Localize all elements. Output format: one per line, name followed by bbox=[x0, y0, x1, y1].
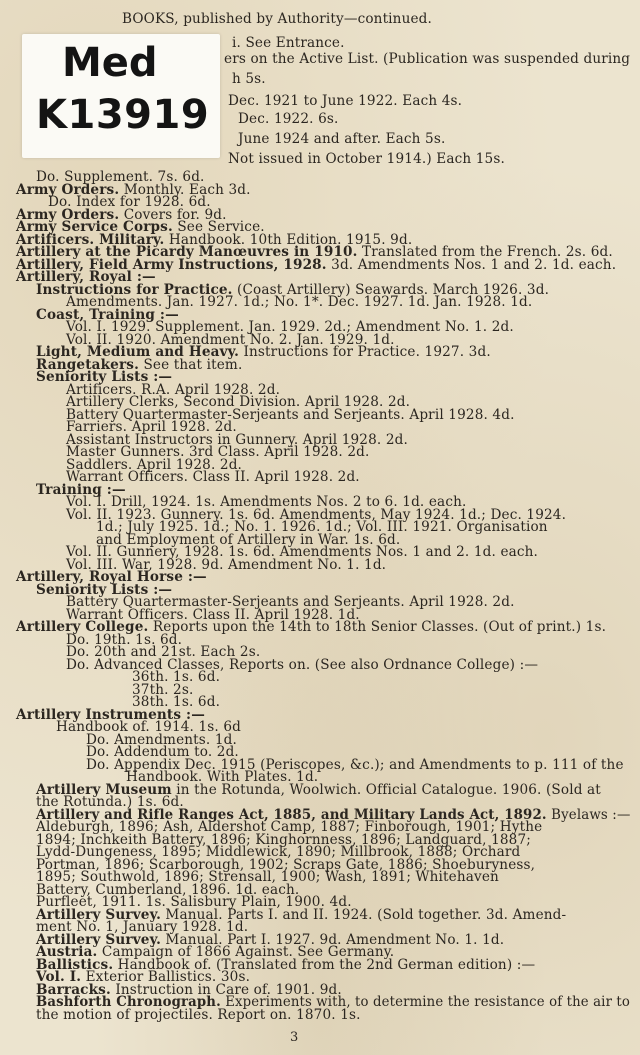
entry-text: Monthly. Each 3d. bbox=[119, 182, 251, 198]
entry-text: Battery Quartermaster-Serjeants and Serjeants. April 1928. 2d. bbox=[66, 594, 515, 610]
entry-text: Assistant Instructors in Gunnery. April 1928. 2d. bbox=[66, 432, 408, 448]
entry-text: 38th. 1s. 6d. bbox=[132, 694, 221, 710]
entry-text: Dec. 1922. 6s. bbox=[238, 111, 339, 127]
entry-text: Handbook of. (Translated from the 2nd German edition) :— bbox=[113, 957, 536, 973]
entry-heading: Army Orders. bbox=[16, 182, 120, 198]
entry-text: Saddlers. April 1928. 2d. bbox=[66, 457, 243, 473]
entry-text: Handbook. 10th Edition. 1915. 9d. bbox=[164, 232, 413, 248]
entry-text: Do. Supplement. 7s. 6d. bbox=[36, 169, 205, 185]
entry-heading: Coast, Training :— bbox=[36, 307, 179, 323]
text-line bbox=[228, 92, 462, 110]
entry-text: Artificers. R.A. April 1928. 2d. bbox=[66, 382, 281, 398]
entry-text: Dec. 1921 to June 1922. Each 4s. bbox=[228, 93, 463, 109]
entry-text: 1895; Southwold, 1896; Strensall, 1900; Wash, 1891; Whitehaven bbox=[36, 869, 499, 885]
entry-text: Lydd-Dungeness, 1895; Middlewick, 1890; Millbrook, 1888; Orchard bbox=[36, 844, 521, 860]
entry-text: 3d. Amendments Nos. 1 and 2. 1d. each. bbox=[326, 257, 617, 273]
entry-text: Translated from the French. 2s. 6d. bbox=[357, 244, 613, 260]
entry-text: Experiments with, to determine the resistance of the air to bbox=[220, 994, 631, 1010]
entry-text: the Rotunda.) 1s. 6d. bbox=[36, 794, 184, 810]
entry-text: 1d.; July 1925. 1d.; No. 1. 1926. 1d.; Vol. III. 1921. Organisation bbox=[96, 519, 548, 535]
entry-heading: Vol. I. bbox=[36, 969, 82, 985]
entry-heading: Artillery Survey. bbox=[36, 932, 161, 948]
entry-text: Vol. I. 1929. Supplement. Jan. 1929. 2d.; Amendment No. 1. 2d. bbox=[66, 319, 514, 335]
entry-heading: Training :— bbox=[36, 482, 126, 498]
entry-text: the motion of projectiles. Report on. 1870. 1s. bbox=[36, 1007, 361, 1023]
entry-heading: Artillery and Rifle Ranges Act, 1885, and Military Lands Act, 1892. bbox=[36, 807, 547, 823]
label-line-1: Med bbox=[62, 40, 158, 86]
entry-text: Instructions for Practice. 1927. 3d. bbox=[239, 344, 491, 360]
entry-text: Farriers. April 1928. 2d. bbox=[66, 419, 237, 435]
entry-text: Manual. Parts I. and II. 1924. (Sold together. 3d. Amend- bbox=[160, 907, 567, 923]
page-number: 3 bbox=[290, 1030, 299, 1045]
entry-heading: Artillery at the Picardy Manœuvres in 1910. bbox=[16, 244, 358, 260]
entry-heading: Austria. bbox=[36, 944, 98, 960]
entry-text: Master Gunners. 3rd Class. April 1928. 2d. bbox=[66, 444, 370, 460]
entry-text: Handbook of. 1914. 1s. 6d bbox=[56, 719, 242, 735]
entry-heading: Artillery, Royal :— bbox=[16, 269, 156, 285]
entry-text: Do. 20th and 21st. Each 2s. bbox=[66, 644, 261, 660]
entry-text: Byelaws :— bbox=[546, 807, 631, 823]
entry-text: Do. Advanced Classes, Reports on. (See also Ordnance College) :— bbox=[66, 657, 539, 673]
entry-text: Purfleet, 1911. 1s. Salisbury Plain, 1900. 4d. bbox=[36, 894, 352, 910]
entry-text: Warrant Officers. Class II. April 1928. 2d. bbox=[66, 469, 360, 485]
entry-text: Campaign of 1866 Against. See Germany. bbox=[97, 944, 395, 960]
entry-text: Reports upon the 14th to 18th Senior Classes. (Out of print.) 1s. bbox=[148, 619, 607, 635]
entry-text: Covers for. 9d. bbox=[119, 207, 227, 223]
text-line bbox=[122, 10, 432, 28]
entry-text: June 1924 and after. Each 5s. bbox=[238, 131, 446, 147]
entry-text: Vol. II. 1920. Amendment No. 2. Jan. 1929. 1d. bbox=[66, 332, 395, 348]
entry-heading: Light, Medium and Heavy. bbox=[36, 344, 240, 360]
entry-text: Handbook. With Plates. 1d. bbox=[126, 769, 319, 785]
entry-text: (Coast Artillery) Seawards. March 1926. 3d. bbox=[232, 282, 550, 298]
text-line bbox=[232, 70, 266, 88]
entry-text: BOOKS, published by Authority—continued. bbox=[122, 11, 433, 27]
catalogue-label bbox=[22, 34, 220, 158]
entry-heading: Rangetakers. bbox=[36, 357, 139, 373]
entry-heading: Artillery, Field Army Instructions, 1928. bbox=[16, 257, 327, 273]
entry-text: Instruction in Care of. 1901. 9d. bbox=[110, 982, 342, 998]
entry-heading: Artificers. Military. bbox=[16, 232, 165, 248]
entry-text: Vol. II. Gunnery, 1928. 1s. 6d. Amendments Nos. 1 and 2. 1d. each. bbox=[66, 544, 539, 560]
entry-text: ment No. 1, January 1928. 1d. bbox=[36, 919, 249, 935]
entry-heading: Army Orders. bbox=[16, 207, 120, 223]
entry-text: in the Rotunda, Woolwich. Official Catalogue. 1906. (Sold at bbox=[171, 782, 601, 798]
entry-heading: Artillery Museum bbox=[36, 782, 172, 798]
entry-text: and Employment of Artillery in War. 1s. 6d. bbox=[96, 532, 401, 548]
label-line-2: K13919 bbox=[36, 92, 210, 138]
entry-text: 36th. 1s. 6d. bbox=[132, 669, 221, 685]
entry-text: ers on the Active List. (Publication was suspended during bbox=[224, 51, 631, 67]
entry-text: Vol. III. War, 1928. 9d. Amendment No. 1. 1d. bbox=[66, 557, 387, 573]
entry-heading: Instructions for Practice. bbox=[36, 282, 233, 298]
text-line bbox=[238, 130, 445, 148]
text-line bbox=[228, 150, 505, 168]
entry-text: Do. Addendum to. 2d. bbox=[86, 744, 239, 760]
entry-text: Not issued in October 1914.) Each 15s. bbox=[228, 151, 505, 167]
entry-text: Do. 19th. 1s. 6d. bbox=[66, 632, 183, 648]
text-line bbox=[238, 110, 338, 128]
entry-heading: Bashforth Chronograph. bbox=[36, 994, 221, 1010]
entry-text: Do. Index for 1928. 6d. bbox=[48, 194, 211, 210]
entry-text: See Service. bbox=[172, 219, 265, 235]
entry-text: 37th. 2s. bbox=[132, 682, 194, 698]
entry-heading: Barracks. bbox=[36, 982, 111, 998]
entry-heading: Artillery Instruments :— bbox=[16, 707, 205, 723]
entry-text: Amendments. Jan. 1927. 1d.; No. 1*. Dec. 1927. 1d. Jan. 1928. 1d. bbox=[66, 294, 533, 310]
entry-text: Portman, 1896; Scarborough, 1902; Scraps Gate, 1886; Shoeburyness, bbox=[36, 857, 536, 873]
entry-text: Manual. Part I. 1927. 9d. Amendment No. 1. 1d. bbox=[160, 932, 505, 948]
text-line bbox=[36, 1006, 361, 1024]
entry-heading: Ballistics. bbox=[36, 957, 114, 973]
entry-text: Exterior Ballistics. 30s. bbox=[81, 969, 251, 985]
entry-heading: Artillery, Royal Horse :— bbox=[16, 569, 207, 585]
entry-text: h 5s. bbox=[232, 71, 266, 87]
entry-text: Do. Amendments. 1d. bbox=[86, 732, 237, 748]
entry-heading: Army Service Corps. bbox=[16, 219, 173, 235]
entry-text: See that item. bbox=[138, 357, 243, 373]
entry-text: Aldeburgh, 1896; Ash, Aldershot Camp, 1887; Finborough, 1901; Hythe bbox=[36, 819, 543, 835]
entry-text: Do. Appendix Dec. 1915 (Periscopes, &c.); and Amendments to p. 111 of the bbox=[86, 757, 624, 773]
text-line bbox=[224, 50, 630, 68]
entry-text: i. See Entrance. bbox=[232, 35, 345, 51]
entry-text: Battery Quartermaster-Serjeants and Serjeants. April 1928. 4d. bbox=[66, 407, 515, 423]
entry-text: Vol. I. Drill, 1924. 1s. Amendments Nos. 2 to 6. 1d. each. bbox=[66, 494, 467, 510]
entry-text: Battery, Cumberland, 1896. 1d. each. bbox=[36, 882, 300, 898]
entry-text: Warrant Officers. Class II. April 1928. 1d. bbox=[66, 607, 360, 623]
entry-heading: Artillery Survey. bbox=[36, 907, 161, 923]
entry-heading: Seniority Lists :— bbox=[36, 369, 173, 385]
entry-text: 1894; Inchkeith Battery, 1896; Kinghornness, 1896; Landguard, 1887; bbox=[36, 832, 531, 848]
entry-heading: Artillery College. bbox=[16, 619, 149, 635]
entry-text: Vol. II. 1923. Gunnery. 1s. 6d. Amendments, May 1924. 1d.; Dec. 1924. bbox=[66, 507, 567, 523]
entry-text: Artillery Clerks, Second Division. April 1928. 2d. bbox=[66, 394, 411, 410]
entry-heading: Seniority Lists :— bbox=[36, 582, 173, 598]
